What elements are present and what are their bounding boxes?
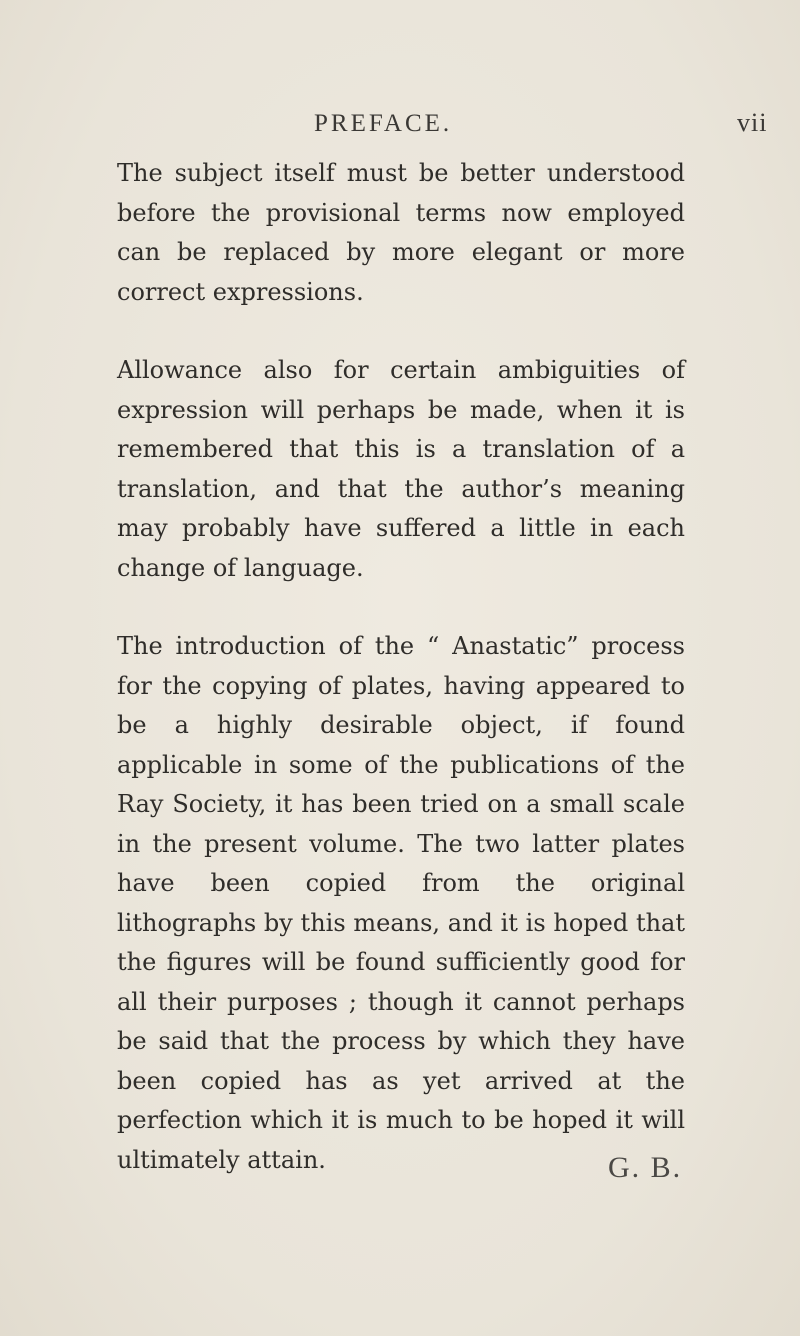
page-number: vii: [737, 108, 768, 137]
paragraph-1: The subject itself must be better understood before the provisional terms now employed can be replaced by more elegant or more correct expressions.: [117, 159, 685, 306]
page-header: [0, 106, 800, 146]
paragraph-3: The introduction of the “ Anastatic” process for the copying of plates, having appeared to be a highly desirable object, if found applicable in some of the publications of the Ray Society, it has been tried on a small scale in the present volume. The two latter plates have been copied from the original lithographs by this means, and it is hoped that the figures will be found sufficiently good for all their purposes ; though it cannot perhaps be said that the process by which they have been copied has as yet arrived at the perfection which it is much to be hoped it will ultimately attain.: [117, 632, 685, 1174]
preface-body: [117, 154, 685, 1219]
paragraph-2: Allowance also for certain ambiguities of expression will perhaps be made, when it is remembered that this is a translation of a translation, and that the author’s meaning may probably have suffered a little in each change of language.: [117, 356, 685, 582]
running-title: PREFACE.: [314, 110, 453, 137]
author-signature: G. B.: [608, 1151, 683, 1184]
